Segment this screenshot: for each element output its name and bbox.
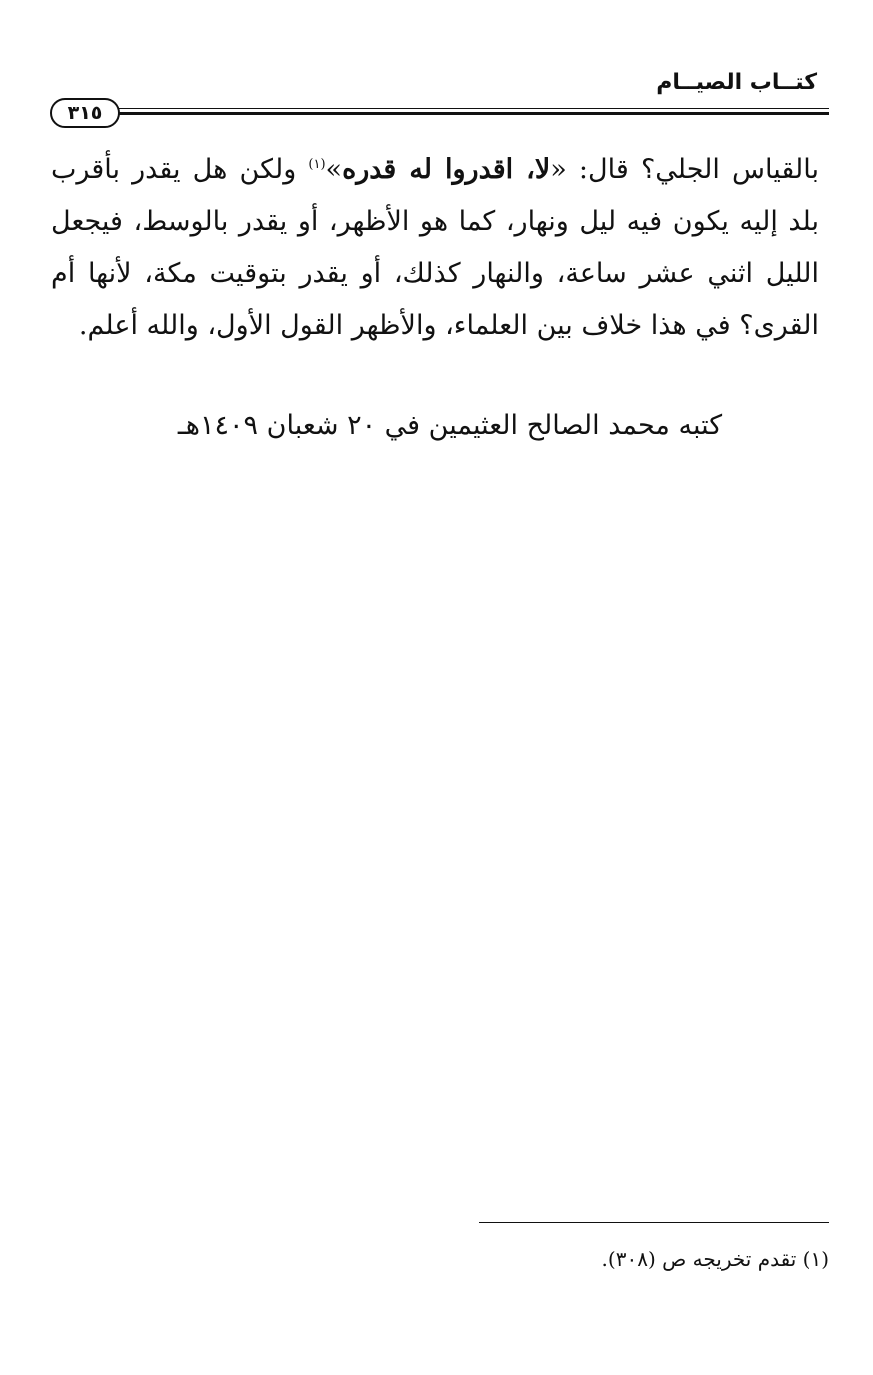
page-number: ٣١٥: [50, 98, 120, 128]
book-section-title: كتــاب الصيــام: [656, 70, 817, 95]
hadith-quote: لا، اقدروا له قدره: [342, 154, 551, 185]
body-paragraph: [51, 144, 819, 352]
footnote-text: (١) تقدم تخريجه ص (٣٠٨).: [601, 1247, 829, 1271]
body-text-before-quote: بالقياس الجلي؟ قال: «: [550, 154, 819, 185]
footnote-separator: [479, 1222, 829, 1223]
body-text-after-quote: ولكن هل يقدر بأقرب بلد إليه يكون فيه ليل ونهار، كما هو الأظهر، أو يقدر بالوسط، فيجعل الليل اثني عشر ساعة، والنهار كذلك، أو يقدر بتوقيت مكة، لأنها أم القرى؟ في هذا خلاف بين العلماء، والأظهر القول الأول، والله أعلم.: [51, 154, 819, 341]
header-rule: [112, 108, 829, 115]
quote-close-mark: »: [325, 154, 343, 185]
footnote-reference[interactable]: (١): [308, 157, 326, 172]
author-signature: كتبه محمد الصالح العثيمين في ٢٠ شعبان ١٤٠٩هـ: [177, 410, 723, 441]
